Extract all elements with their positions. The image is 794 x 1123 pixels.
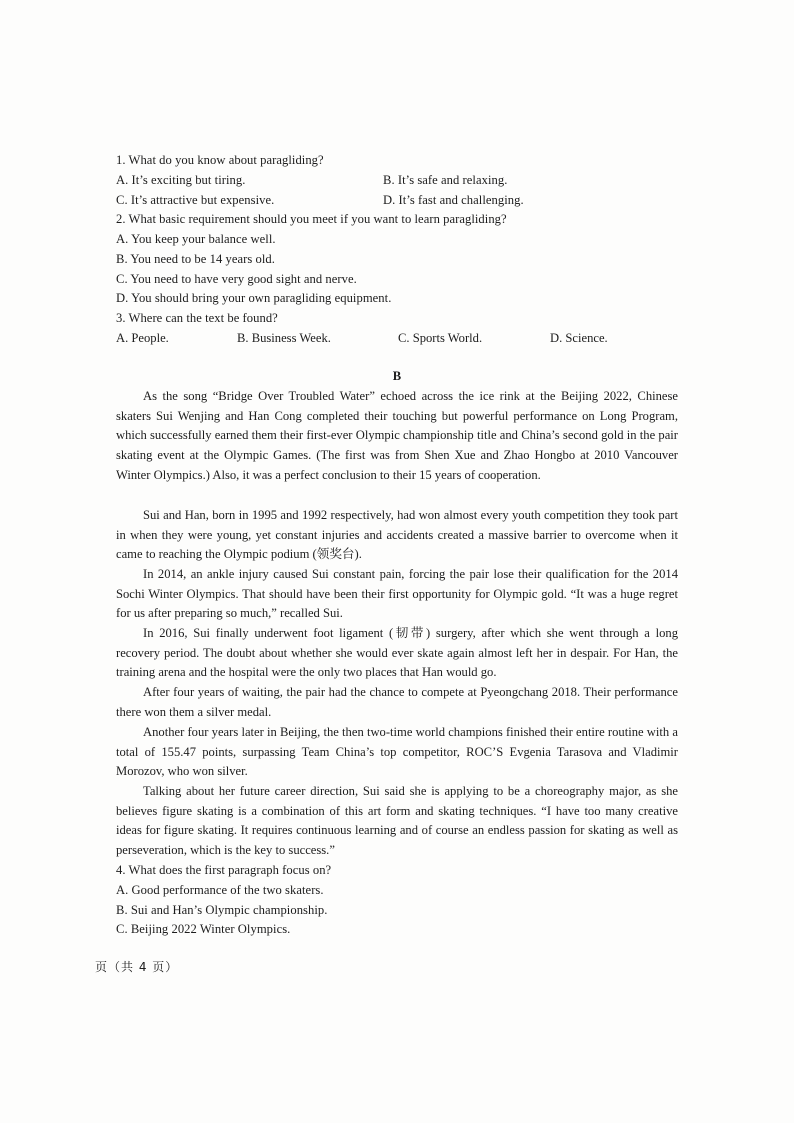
question-1-option-a: A. It’s exciting but tiring. xyxy=(116,173,246,187)
question-3-option-b: B. Business Week. xyxy=(237,331,331,345)
section-heading: B xyxy=(392,369,402,383)
question-4-option-c: C. Beijing 2022 Winter Olympics. xyxy=(116,922,291,936)
question-3-stem: 3. Where can the text be found? xyxy=(116,311,278,325)
passage-paragraph-3: In 2014, an ankle injury caused Sui constant pain, forcing the pair lose their qualification for the 2014 Sochi Winter Olympics. That should have been their first opportunity for Olympic gold. “It was a huge regret for us after preparing so much,” recalled Sui. xyxy=(116,567,678,621)
question-2-option-b: B. You need to be 14 years old. xyxy=(116,252,275,266)
passage-paragraph-6: Another four years later in Beijing, the then two-time world champions finished their entire routine with a total of 155.47 points, surpassing Team China’s top competitor, ROC’S Evgenia Tarasova and Vladimir Morozov, who won silver. xyxy=(116,725,678,779)
question-2-option-a: A. You keep your balance well. xyxy=(116,232,276,246)
passage-paragraph-7: Talking about her future career direction, Sui said she is applying to be a choreography major, as she believes figure skating is a combination of this art form and skating techniques. “I have too many creative ideas for figure skating. It requires continuous learning and of course an endless passion for skating as well as perseveration, which is the key to success.” xyxy=(116,784,678,858)
passage-paragraph-4: In 2016, Sui finally underwent foot ligament (韧带) surgery, after which she went through a long recovery period. The doubt about whether she would ever skate again almost left her in despair. For Han, the training arena and the hospital were the only two places that Han would go. xyxy=(116,626,678,680)
question-2-stem: 2. What basic requirement should you meet if you want to learn paragliding? xyxy=(116,212,507,226)
question-1-stem: 1. What do you know about paragliding? xyxy=(116,153,324,167)
question-4-option-a: A. Good performance of the two skaters. xyxy=(116,883,324,897)
page-footer: 页（共 4 页） xyxy=(95,960,179,974)
question-1-option-b: B. It’s safe and relaxing. xyxy=(383,173,508,187)
question-1-option-d: D. It’s fast and challenging. xyxy=(383,193,524,207)
question-4-option-b: B. Sui and Han’s Olympic championship. xyxy=(116,903,328,917)
passage-paragraph-5: After four years of waiting, the pair had the chance to compete at Pyeongchang 2018. Their performance there won them a silver medal. xyxy=(116,685,678,719)
question-2-option-c: C. You need to have very good sight and nerve. xyxy=(116,272,357,286)
question-3-option-c: C. Sports World. xyxy=(398,331,483,345)
question-3-option-a: A. People. xyxy=(116,331,169,345)
question-2-option-d: D. You should bring your own paragliding equipment. xyxy=(116,291,392,305)
question-1-option-c: C. It’s attractive but expensive. xyxy=(116,193,275,207)
passage-paragraph-2: Sui and Han, born in 1995 and 1992 respectively, had won almost every youth competition they took part in when they were young, yet constant injuries and accidents created a massive barrier to overcome when it came to reaching the Olympic podium (领奖台). xyxy=(116,508,678,562)
question-3-option-d: D. Science. xyxy=(550,331,608,345)
question-4-stem: 4. What does the first paragraph focus on? xyxy=(116,863,332,877)
passage-paragraph-1: As the song “Bridge Over Troubled Water” echoed across the ice rink at the Beijing 2022, Chinese skaters Sui Wenjing and Han Cong completed their touching but powerful performance on Long Program, which successfully earned them their first-ever Olympic championship title and China’s second gold in the pair skating event at the Olympic Games. (The first was from Shen Xue and Zhao Hongbo at 2010 Vancouver Winter Olympics.) Also, it was a perfect conclusion to their 15 years of cooperation. xyxy=(116,389,678,482)
